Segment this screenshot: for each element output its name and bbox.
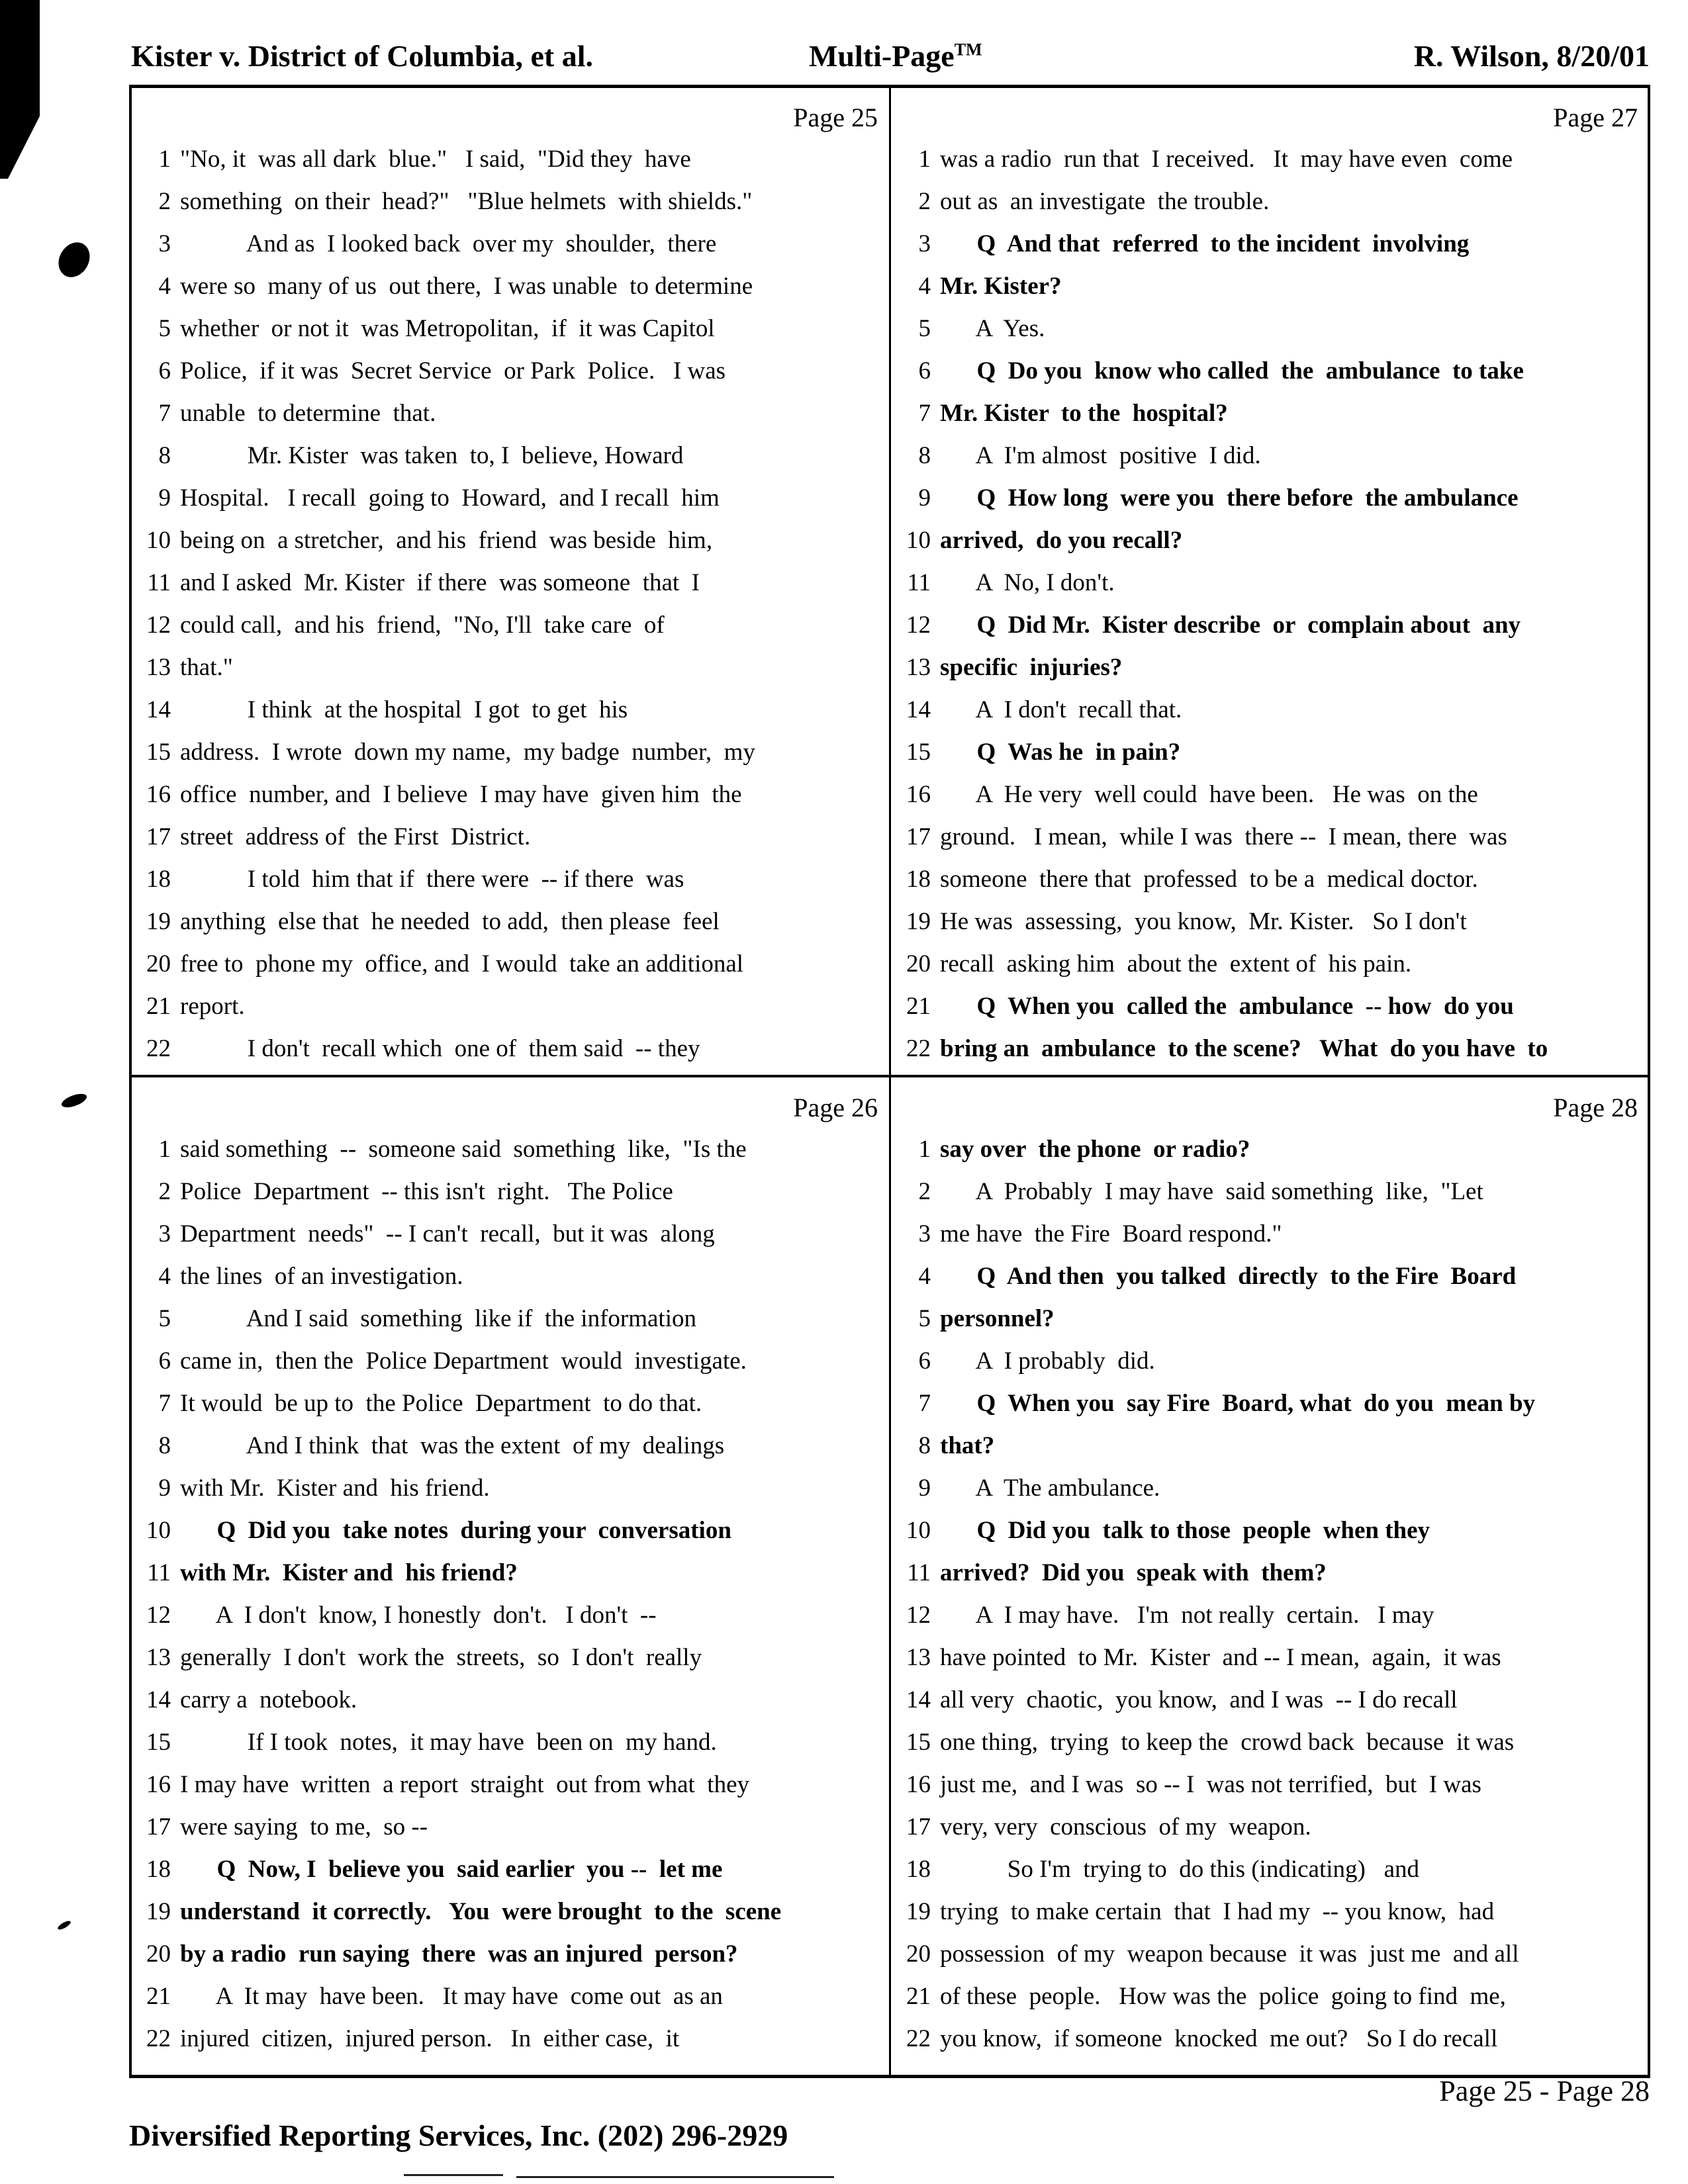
line-number: 4 [158, 273, 171, 300]
line-text: anything else that he needed to add, then please feel [180, 908, 720, 935]
line-text: street address of the First District. [180, 823, 531, 850]
line-number: 15 [906, 739, 931, 766]
line-text: ground. I mean, while I was there -- I mean, there was [940, 823, 1507, 850]
line-text: "No, it was all dark blue." I said, "Did they have [180, 146, 691, 173]
punch-hole-mark [60, 1091, 88, 1111]
scan-edge-shadow [0, 0, 40, 179]
question-text: personnel? [940, 1305, 1055, 1332]
transcript-line [132, 1383, 702, 1424]
transcript-line [132, 1637, 702, 1678]
transcript-line [892, 181, 1269, 222]
line-text: A I don't know, I honestly don't. I don't -- [180, 1602, 657, 1629]
line-number: 4 [158, 1263, 171, 1290]
scan-artifact [404, 2174, 503, 2176]
transcript-line [892, 1807, 1311, 1848]
witness-date: R. Wilson, 8/20/01 [1413, 39, 1650, 73]
line-text: A Probably I may have said something like, "Let [940, 1178, 1483, 1205]
line-text: injured citizen, injured person. In either case, it [180, 2025, 680, 2052]
question-text: Q Did you talk to those people when they [940, 1517, 1430, 1544]
line-number: 5 [918, 1305, 931, 1332]
transcript-line [892, 1171, 1483, 1212]
line-number: 13 [146, 1644, 171, 1671]
line-number: 13 [906, 654, 931, 681]
question-text: Q When you called the ambulance -- how do you [940, 993, 1514, 1020]
line-number: 14 [146, 1686, 171, 1713]
transcript-line [892, 478, 1519, 519]
line-number: 9 [918, 1475, 931, 1502]
transcript-line [892, 1341, 1155, 1382]
line-number: 12 [906, 1602, 931, 1629]
line-number: 19 [146, 1898, 171, 1925]
line-number: 20 [146, 950, 171, 978]
line-number: 6 [918, 357, 931, 385]
transcript-line [892, 1595, 1434, 1636]
line-number: 17 [146, 1813, 171, 1841]
transcript-line [132, 1891, 781, 1933]
question-text: Mr. Kister? [940, 273, 1062, 300]
transcript-line [892, 1553, 1327, 1594]
line-text: out as an investigate the trouble. [940, 188, 1270, 215]
transcript-line [132, 1171, 673, 1212]
transcript-line [132, 393, 436, 434]
transcript-line [892, 859, 1478, 900]
line-text: And I said something like if the information [180, 1305, 696, 1332]
line-text: address. I wrote down my name, my badge number, my [180, 739, 755, 766]
transcript-line [892, 308, 1045, 349]
line-number: 12 [146, 612, 171, 639]
line-number: 9 [158, 484, 171, 512]
transcript-line [132, 1341, 747, 1382]
line-number: 10 [146, 1517, 171, 1544]
line-number: 1 [918, 146, 931, 173]
transcript-line [892, 817, 1507, 858]
line-text: recall asking him about the extent of his pain. [940, 950, 1412, 978]
line-number: 4 [918, 273, 931, 300]
line-number: 21 [146, 993, 171, 1020]
line-number: 2 [918, 188, 931, 215]
transcript-line [892, 2019, 1497, 2060]
line-text: carry a notebook. [180, 1686, 357, 1713]
line-text: came in, then the Police Department would investigate. [180, 1347, 747, 1375]
line-number: 12 [906, 612, 931, 639]
transcript-line [132, 647, 233, 688]
line-number: 18 [906, 866, 931, 893]
line-text: of these people. How was the police going to find me, [940, 1983, 1506, 2010]
column-divider [889, 86, 891, 2077]
transcript-line [132, 817, 530, 858]
transcript-line [132, 224, 716, 265]
question-text: Q Now, I believe you said earlier you -- let me [180, 1856, 723, 1883]
line-text: whether or not it was Metropolitan, if it was Capitol [180, 315, 715, 342]
line-number: 6 [918, 1347, 931, 1375]
line-number: 11 [147, 569, 171, 596]
transcript-line [892, 139, 1513, 180]
line-number: 20 [906, 950, 931, 978]
line-number: 5 [158, 1305, 171, 1332]
line-text: Police Department -- this isn't right. The Police [180, 1178, 673, 1205]
page-number-label: Page 27 [1553, 103, 1638, 132]
page-number-label: Page 28 [1553, 1093, 1638, 1122]
line-number: 16 [146, 781, 171, 808]
line-text: I think at the hospital I got to get his [180, 696, 628, 723]
transcript-line [892, 944, 1411, 985]
transcript-line [892, 266, 1062, 307]
transcript-line [132, 1129, 747, 1170]
line-text: have pointed to Mr. Kister and -- I mean, again, it was [940, 1644, 1501, 1671]
line-text: you know, if someone knocked me out? So I do recall [940, 2025, 1498, 2052]
line-number: 3 [918, 1220, 931, 1248]
transcript-line [892, 986, 1514, 1027]
line-number: 13 [146, 654, 171, 681]
line-number: 6 [158, 357, 171, 385]
question-text: Mr. Kister to the hospital? [940, 400, 1228, 427]
transcript-line [132, 1028, 700, 1069]
line-text: And I think that was the extent of my dealings [180, 1432, 725, 1459]
line-number: 16 [906, 1771, 931, 1798]
transcript-line [132, 1256, 463, 1297]
transcript-line [892, 605, 1521, 646]
line-text: A I don't recall that. [940, 696, 1182, 723]
transcript-line [892, 1214, 1282, 1255]
question-text: Q Did Mr. Kister describe or complain about any [940, 612, 1521, 639]
transcript-line [892, 520, 1182, 561]
line-text: very, very conscious of my weapon. [940, 1813, 1311, 1841]
transcript-line [892, 1468, 1160, 1509]
transcript-line [132, 732, 755, 773]
transcript-line [892, 1934, 1519, 1975]
transcript-line [132, 1553, 518, 1594]
line-number: 7 [158, 1390, 171, 1417]
transcript-line [892, 1764, 1481, 1805]
line-text: A It may have been. It may have come out as an [180, 1983, 723, 2010]
transcript-line [132, 1298, 696, 1340]
line-number: 1 [158, 146, 171, 173]
line-number: 17 [906, 1813, 931, 1841]
transcript-line [892, 1129, 1250, 1170]
line-text: And as I looked back over my shoulder, there [180, 230, 717, 257]
transcript-line [132, 690, 628, 731]
line-number: 21 [906, 1983, 931, 2010]
transcript-line [132, 1680, 357, 1721]
line-number: 14 [906, 1686, 931, 1713]
question-text: understand it correctly. You were brought to the scene [180, 1898, 782, 1925]
transcript-line [132, 944, 743, 985]
line-text: unable to determine that. [180, 400, 436, 427]
line-text: being on a stretcher, and his friend was beside him, [180, 527, 713, 554]
line-number: 18 [146, 866, 171, 893]
line-text: Mr. Kister was taken to, I believe, Howard [180, 442, 684, 469]
question-text: Q Was he in pain? [940, 739, 1181, 766]
punch-hole-mark [56, 1919, 71, 1931]
line-number: 6 [158, 1347, 171, 1375]
transcript-line [132, 1722, 717, 1763]
line-text: were saying to me, so -- [180, 1813, 428, 1841]
page-number-label: Page 26 [793, 1093, 878, 1122]
line-text: Hospital. I recall going to Howard, and I recall him [180, 484, 720, 512]
transcript-line [132, 1214, 715, 1255]
transcript-line [892, 690, 1182, 731]
line-text: with Mr. Kister and his friend. [180, 1475, 490, 1502]
line-number: 2 [158, 188, 171, 215]
question-text: Q Did you take notes during your conversation [180, 1517, 731, 1544]
question-text: Q How long were you there before the ambulance [940, 484, 1519, 512]
row-divider [129, 1075, 1650, 1077]
line-number: 8 [158, 442, 171, 469]
line-number: 16 [146, 1771, 171, 1798]
page-range: Page 25 - Page 28 [1439, 2075, 1650, 2107]
line-number: 10 [146, 527, 171, 554]
line-text: and I asked Mr. Kister if there was someone that I [180, 569, 700, 596]
line-number: 9 [158, 1475, 171, 1502]
question-text: arrived? Did you speak with them? [940, 1559, 1327, 1586]
reporting-company: Diversified Reporting Services, Inc. (202) 296-2929 [129, 2118, 788, 2152]
trademark-mark: TM [954, 40, 982, 60]
transcript-line [892, 1426, 994, 1467]
transcript-line [132, 774, 742, 815]
line-number: 11 [147, 1559, 171, 1586]
transcript-line [892, 1680, 1458, 1721]
transcript-line [892, 1298, 1055, 1340]
line-text: were so many of us out there, I was unable to determine [180, 273, 753, 300]
transcript-line [132, 986, 245, 1027]
line-number: 9 [918, 484, 931, 512]
line-number: 16 [906, 781, 931, 808]
page-number-label: Page 25 [793, 103, 878, 132]
transcript-line [892, 647, 1122, 688]
line-number: 19 [146, 908, 171, 935]
line-number: 7 [158, 400, 171, 427]
line-number: 14 [146, 696, 171, 723]
line-text: A I probably did. [940, 1347, 1155, 1375]
line-text: something on their head?" "Blue helmets with shields." [180, 188, 753, 215]
line-text: possession of my weapon because it was just me and all [940, 1940, 1519, 1968]
line-number: 11 [907, 569, 931, 596]
line-number: 22 [146, 1035, 171, 1062]
line-number: 17 [146, 823, 171, 850]
transcript-line [132, 1510, 731, 1551]
transcript-line [132, 520, 712, 561]
line-number: 20 [146, 1940, 171, 1968]
transcript-line [132, 605, 665, 646]
line-number: 2 [158, 1178, 171, 1205]
line-text: just me, and I was so -- I was not terrified, but I was [940, 1771, 1481, 1798]
line-text: office number, and I believe I may have given him the [180, 781, 742, 808]
transcript-line [892, 1849, 1419, 1890]
question-text: Q Do you know who called the ambulance to take [940, 357, 1524, 385]
line-number: 3 [158, 1220, 171, 1248]
line-number: 3 [918, 230, 931, 257]
transcript-line [132, 563, 700, 604]
line-text: I don't recall which one of them said -- they [180, 1035, 700, 1062]
line-number: 4 [918, 1263, 931, 1290]
transcript-line [132, 435, 683, 477]
question-text: say over the phone or radio? [940, 1136, 1250, 1163]
question-text: with Mr. Kister and his friend? [180, 1559, 518, 1586]
transcript-line [132, 1595, 657, 1636]
line-number: 21 [906, 993, 931, 1020]
line-text: generally I don't work the streets, so I don't really [180, 1644, 702, 1671]
line-text: A No, I don't. [940, 569, 1115, 596]
line-number: 11 [907, 1559, 931, 1586]
line-number: 19 [906, 908, 931, 935]
transcript-line [132, 351, 726, 392]
question-text: Q And then you talked directly to the Fire Board [940, 1263, 1517, 1290]
line-text: the lines of an investigation. [180, 1263, 463, 1290]
line-text: It would be up to the Police Department to do that. [180, 1390, 702, 1417]
line-text: me have the Fire Board respond." [940, 1220, 1282, 1248]
line-number: 3 [158, 230, 171, 257]
transcript-line [132, 1764, 749, 1805]
transcript-line [132, 1468, 490, 1509]
question-text: specific injuries? [940, 654, 1123, 681]
line-text: He was assessing, you know, Mr. Kister. So I don't [940, 908, 1467, 935]
line-text: was a radio run that I received. It may have even come [940, 146, 1513, 173]
line-text: A He very well could have been. He was on the [940, 781, 1478, 808]
transcript-line [132, 478, 720, 519]
transcript-line [892, 1510, 1430, 1551]
line-text: Department needs" -- I can't recall, but it was along [180, 1220, 715, 1248]
line-number: 5 [918, 315, 931, 342]
line-text: someone there that professed to be a medical doctor. [940, 866, 1478, 893]
transcript-line [892, 1383, 1535, 1424]
line-number: 15 [146, 1729, 171, 1756]
transcript-line [132, 181, 752, 222]
line-number: 18 [146, 1856, 171, 1883]
line-text: A I'm almost positive I did. [940, 442, 1261, 469]
line-text: trying to make certain that I had my -- you know, had [940, 1898, 1495, 1925]
line-number: 10 [906, 1517, 931, 1544]
transcript-line [132, 139, 691, 180]
punch-hole-mark [52, 237, 96, 283]
transcript-line [892, 563, 1115, 604]
line-text: free to phone my office, and I would take an additional [180, 950, 744, 978]
line-number: 8 [158, 1432, 171, 1459]
product-label: Multi-Page [809, 39, 955, 73]
transcript-line [892, 393, 1228, 434]
transcript-line [132, 1807, 428, 1848]
transcript-line [132, 1976, 723, 2017]
transcript-line [892, 1637, 1501, 1678]
line-number: 7 [918, 400, 931, 427]
transcript-line [132, 1934, 738, 1975]
transcript-line [132, 859, 684, 900]
transcript-line [892, 351, 1524, 392]
line-number: 7 [918, 1390, 931, 1417]
transcript-line [892, 1256, 1516, 1297]
question-text: by a radio run saying there was an injured person? [180, 1940, 738, 1968]
question-text: bring an ambulance to the scene? What do you have to [940, 1035, 1548, 1062]
line-number: 15 [906, 1729, 931, 1756]
transcript-line [132, 266, 753, 307]
line-number: 14 [906, 696, 931, 723]
question-text: Q When you say Fire Board, what do you mean by [940, 1390, 1536, 1417]
line-number: 22 [906, 2025, 931, 2052]
line-number: 21 [146, 1983, 171, 2010]
transcript-line [892, 435, 1261, 477]
transcript-line [892, 1722, 1514, 1763]
transcript-line [892, 1028, 1548, 1069]
line-number: 19 [906, 1898, 931, 1925]
line-number: 20 [906, 1940, 931, 1968]
line-text: said something -- someone said something like, "Is the [180, 1136, 747, 1163]
line-text: report. [180, 993, 245, 1020]
transcript-line [132, 308, 715, 349]
transcript-line [892, 774, 1478, 815]
transcript-line [892, 901, 1467, 942]
line-text: all very chaotic, you know, and I was -- I do recall [940, 1686, 1458, 1713]
line-text: If I took notes, it may have been on my hand. [180, 1729, 717, 1756]
line-text: Police, if it was Secret Service or Park Police. I was [180, 357, 726, 385]
line-number: 2 [918, 1178, 931, 1205]
line-number: 22 [906, 1035, 931, 1062]
line-number: 5 [158, 315, 171, 342]
line-text: I may have written a report straight out from what they [180, 1771, 749, 1798]
transcript-line [132, 1426, 724, 1467]
line-number: 12 [146, 1602, 171, 1629]
line-text: A The ambulance. [940, 1475, 1160, 1502]
line-number: 18 [906, 1856, 931, 1883]
line-text: A Yes. [940, 315, 1045, 342]
line-number: 15 [146, 739, 171, 766]
transcript-line [132, 2019, 679, 2060]
line-number: 1 [918, 1136, 931, 1163]
line-text: So I'm trying to do this (indicating) and [940, 1856, 1419, 1883]
transcript-line [892, 1976, 1506, 2017]
line-text: I told him that if there were -- if there was [180, 866, 684, 893]
transcript-line [892, 1891, 1494, 1933]
line-number: 8 [918, 442, 931, 469]
scan-artifact [516, 2176, 834, 2178]
line-text: one thing, trying to keep the crowd back because it was [940, 1729, 1515, 1756]
line-text: A I may have. I'm not really certain. I may [940, 1602, 1434, 1629]
transcript-line [132, 901, 720, 942]
question-text: that? [940, 1432, 995, 1459]
transcript-line [132, 1849, 722, 1890]
transcript-line [892, 732, 1180, 773]
line-number: 22 [146, 2025, 171, 2052]
line-number: 17 [906, 823, 931, 850]
line-number: 10 [906, 527, 931, 554]
question-text: arrived, do you recall? [940, 527, 1183, 554]
line-text: could call, and his friend, "No, I'll take care of [180, 612, 665, 639]
case-title: Kister v. District of Columbia, et al. [131, 39, 593, 73]
line-number: 8 [918, 1432, 931, 1459]
question-text: Q And that referred to the incident involving [940, 230, 1470, 257]
line-number: 1 [158, 1136, 171, 1163]
line-text: that." [180, 654, 233, 681]
product-name [809, 38, 982, 73]
transcript-line [892, 224, 1469, 265]
line-number: 13 [906, 1644, 931, 1671]
